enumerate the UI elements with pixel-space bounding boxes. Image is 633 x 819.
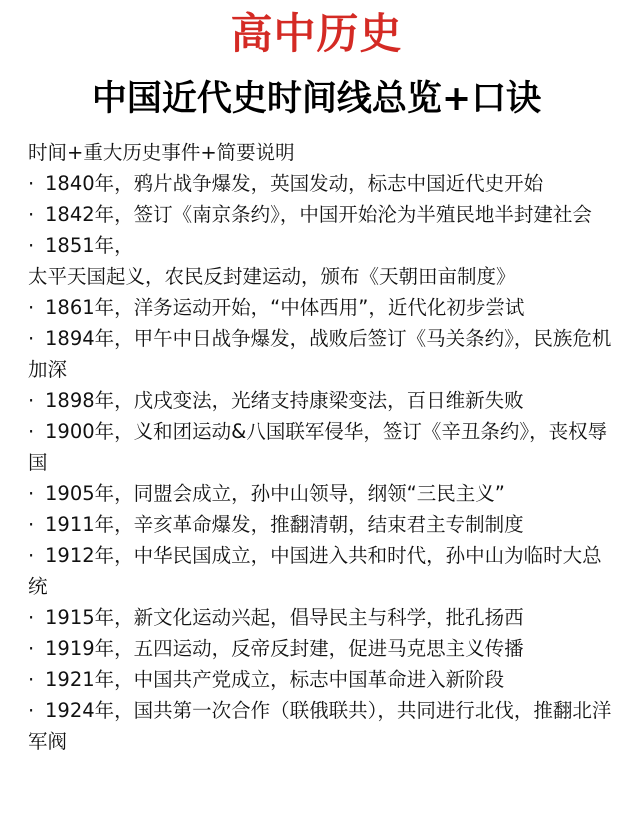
timeline-entry-1915	[28, 602, 620, 633]
event-text: 国共第一次合作（联俄联共），共同进行北伐，推翻北洋军阀	[28, 699, 612, 753]
page-subtitle: 中国近代史时间线总览+口诀	[91, 79, 542, 119]
event-year: 1912年，	[45, 544, 134, 567]
event-year: 1900年，	[45, 420, 134, 443]
intro-line: 时间+重大历史事件+简要说明	[28, 141, 295, 164]
timeline-entry-1842	[28, 199, 620, 230]
event-year: 1894年，	[45, 327, 134, 350]
bullet-icon: ·	[28, 699, 35, 722]
bullet-icon: ·	[28, 482, 35, 505]
event-text: 新文化运动兴起，倡导民主与科学，批孔扬西	[133, 606, 524, 629]
bullet-icon: ·	[28, 327, 35, 350]
event-year: 1905年，	[45, 482, 134, 505]
bullet-icon: ·	[28, 513, 35, 536]
event-year: 1842年，	[45, 203, 134, 226]
event-text: 五四运动，反帝反封建，促进马克思主义传播	[133, 637, 524, 660]
bullet-icon: ·	[28, 389, 35, 412]
timeline-content	[28, 137, 620, 757]
timeline-entry-1921	[28, 664, 620, 695]
event-text: 同盟会成立，孙中山领导，纲领“三民主义”	[133, 482, 505, 505]
event-year: 1921年，	[45, 668, 134, 691]
timeline-entry-1905	[28, 478, 620, 509]
bullet-icon: ·	[28, 172, 35, 195]
timeline-entry-1840	[28, 168, 620, 199]
timeline-entry-1894	[28, 323, 620, 385]
bullet-icon: ·	[28, 544, 35, 567]
event-text: 太平天国起义，农民反封建运动，颁布《天朝田亩制度》	[28, 265, 516, 288]
timeline-entry-1898	[28, 385, 620, 416]
event-text: 鸦片战争爆发，英国发动，标志中国近代史开始	[133, 172, 544, 195]
timeline-entry-1851	[28, 230, 620, 292]
event-text: 义和团运动&八国联军侵华，签订《辛丑条约》，丧权辱国	[28, 420, 608, 474]
event-year: 1898年，	[45, 389, 134, 412]
event-text: 中国共产党成立，标志中国革命进入新阶段	[133, 668, 505, 691]
event-year: 1911年，	[45, 513, 134, 536]
page-title: 高中历史	[230, 9, 403, 58]
bullet-icon: ·	[28, 203, 35, 226]
bullet-icon: ·	[28, 296, 35, 319]
event-text: 中华民国成立，中国进入共和时代，孙中山为临时大总统	[28, 544, 602, 598]
event-year: 1924年，	[45, 699, 134, 722]
timeline-entry-1911	[28, 509, 620, 540]
bullet-icon: ·	[28, 637, 35, 660]
event-year: 1861年，	[45, 296, 134, 319]
timeline-entry-1900	[28, 416, 620, 478]
timeline-entry-1924	[28, 695, 620, 757]
event-text: 辛亥革命爆发，推翻清朝，结束君主专制制度	[133, 513, 524, 536]
bullet-icon: ·	[28, 668, 35, 691]
event-year: 1851年，	[45, 234, 134, 257]
event-text: 签订《南京条约》，中国开始沦为半殖民地半封建社会	[133, 203, 592, 226]
event-year: 1915年，	[45, 606, 134, 629]
event-text: 甲午中日战争爆发，战败后签订《马关条约》，民族危机加深	[28, 327, 612, 381]
event-text: 戊戌变法，光绪支持康梁变法，百日维新失败	[133, 389, 524, 412]
bullet-icon: ·	[28, 420, 35, 443]
timeline-entry-1861	[28, 292, 620, 323]
event-year: 1919年，	[45, 637, 134, 660]
bullet-icon: ·	[28, 606, 35, 629]
bullet-icon: ·	[28, 234, 35, 257]
event-text: 洋务运动开始，“中体西用”，近代化初步尝试	[133, 296, 525, 319]
timeline-entry-1912	[28, 540, 620, 602]
timeline-entry-1919	[28, 633, 620, 664]
event-year: 1840年，	[45, 172, 134, 195]
